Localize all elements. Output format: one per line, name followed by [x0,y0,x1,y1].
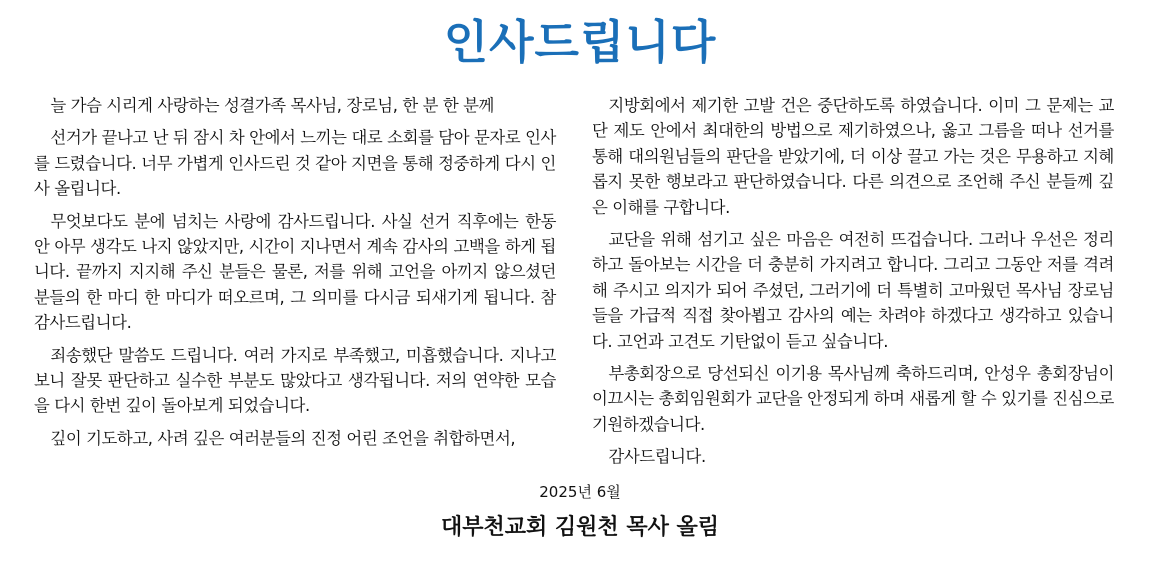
letter-date: 2025년 6월 [539,483,621,501]
paragraph: 늘 가슴 시리게 사랑하는 성결가족 목사님, 장로님, 한 분 한 분께 [50,96,494,115]
paragraph: 지방회에서 제기한 고발 건은 중단하도록 하였습니다. 이미 그 문제는 교단 제도 안에서 최대한의 방법으로 제기하였으나, 옳고 그름을 떠나 선거를 통해 대의원님들의 판단을 받았기에, 더 이상 끌고 가는 것은 무용하고 지혜롭지 못한 행보라고 판단하였습니다. 다른 의견으로 조언해 주신 분들께 깊은 이해를 구합니다. [592,96,1114,217]
paragraph: 감사드립니다. [608,447,706,467]
paragraph: 깊이 기도하고, 사려 깊은 여러분들의 진정 어린 조언을 취합하면서, [50,428,516,448]
letter-right-column [592,93,1114,477]
letter-signature: 대부천교회 김원천 목사 올림 [440,515,719,540]
letter-left-column [34,93,556,458]
paragraph: 죄송했단 말씀도 드립니다. 여러 가지로 부족했고, 미흡했습니다. 지나고 보니 잘못 판단하고 실수한 부분도 많았다고 생각됩니다. 저의 연약한 모습을 다시 한번 깊이 돌아보게 되었습니다. [34,345,556,416]
paragraph: 부총회장으로 당선되신 이기용 목사님께 축하드리며, 안성우 총회장님이 이끄시는 총회임원회가 교단을 안정되게 하며 새롭게 할 수 있기를 진심으로 기원하겠습니다. [592,364,1114,434]
paragraph: 선거가 끝나고 난 뒤 잠시 차 안에서 느끼는 대로 소회를 담아 문자로 인사를 드렸습니다. 너무 가볍게 인사드린 것 같아 지면을 통해 정중하게 다시 인사 올립니다. [34,128,556,199]
paragraph: 교단을 위해 섬기고 싶은 마음은 여전히 뜨겁습니다. 그러나 우선은 정리하고 돌아보는 시간을 더 충분히 가지려고 합니다. 그리고 그동안 저를 격려해 주시고 의지가 되어 주셨던, 그러기에 더 특별히 고마웠던 목사님 장로님들을 가급적 직접 찾아뵙고 감사의 예는 차려야 하겠다고 생각하고 있습니다. 고언과 고견도 기탄없이 듣고 싶습니다. [592,230,1114,351]
paragraph: 무엇보다도 분에 넘치는 사랑에 감사드립니다. 사실 선거 직후에는 한동안 아무 생각도 나지 않았지만, 시간이 지나면서 계속 감사의 고백을 하게 됩니다. 끝까지 지지해 주신 분들은 물론, 저를 위해 고언을 아끼지 않으셨던 분들의 한 마디 한 마디가 떠오르며, 그 의미를 다시금 되새기게 됩니다. 참 감사드립니다. [34,211,556,333]
page-title: 인사드립니다 [443,15,717,69]
